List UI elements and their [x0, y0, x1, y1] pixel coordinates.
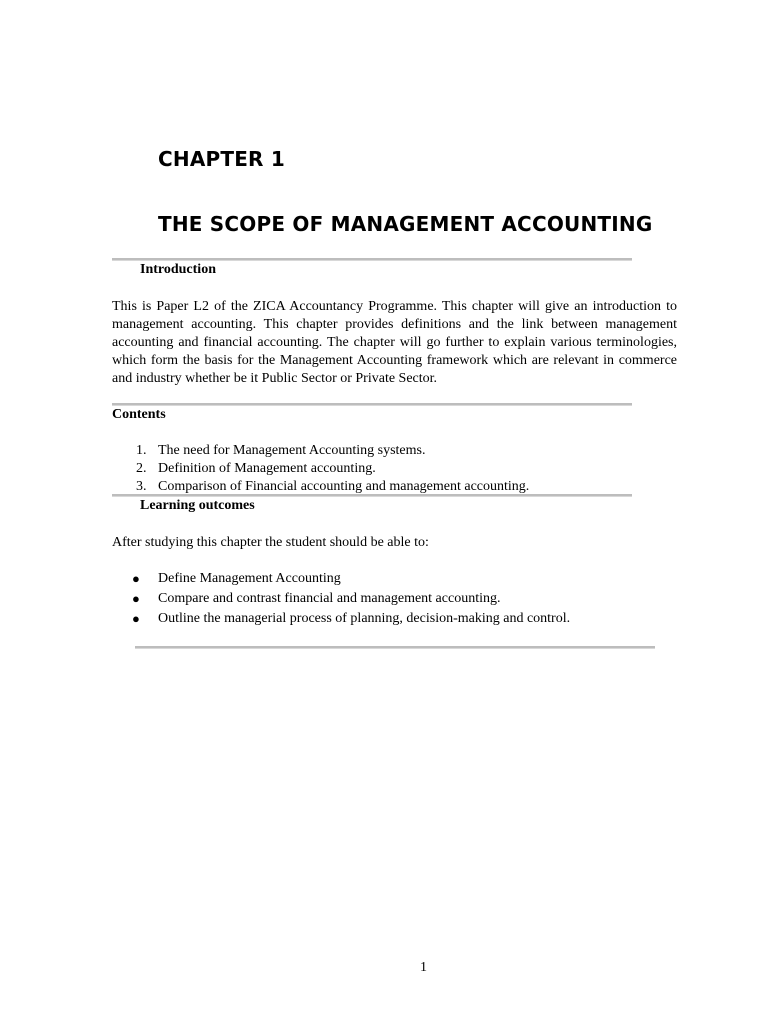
contents-item — [112, 460, 529, 478]
bullet-icon: ● — [132, 611, 140, 626]
learning-outcomes-intro: After studying this chapter the student should be able to: — [112, 535, 429, 550]
divider-contents — [112, 403, 632, 406]
contents-heading: Contents — [112, 407, 166, 422]
contents-item-text: The need for Management Accounting systems. — [158, 443, 426, 458]
page-number: 1 — [420, 960, 427, 975]
contents-item-number: 3. — [136, 479, 147, 494]
bullet-icon: ● — [132, 591, 140, 606]
contents-item-number: 2. — [136, 461, 147, 476]
contents-item-text: Comparison of Financial accounting and management accounting. — [158, 479, 530, 494]
learning-outcome-item — [112, 569, 570, 589]
bullet-icon: ● — [132, 571, 140, 586]
learning-outcome-text: Outline the managerial process of planning, decision-making and control. — [158, 611, 571, 626]
learning-outcomes-list — [112, 569, 570, 629]
divider-bottom — [135, 646, 655, 649]
contents-item-text: Definition of Management accounting. — [158, 461, 376, 476]
learning-outcomes-heading: Learning outcomes — [140, 498, 255, 513]
introduction-paragraph: This is Paper L2 of the ZICA Accountancy Programme. This chapter will give an introduction to management accounting. This chapter provides definitions and the link between management accounting and financial accounting. The chapter will go further to explain various terminologies, which form the basis for the Management Accounting framework which are relevant in commerce and industry whether be it Public Sector or Private Sector. — [112, 299, 677, 386]
learning-outcome-text: Define Management Accounting — [158, 571, 341, 586]
divider-top — [112, 258, 632, 261]
chapter-number-heading: CHAPTER 1 — [158, 147, 285, 171]
learning-outcome-text: Compare and contrast financial and management accounting. — [158, 591, 501, 606]
introduction-heading: Introduction — [140, 262, 216, 277]
divider-learning — [112, 494, 632, 497]
learning-outcome-item — [112, 589, 570, 609]
learning-outcome-item — [112, 609, 570, 629]
contents-item-number: 1. — [136, 443, 147, 458]
contents-list — [112, 442, 529, 496]
contents-item — [112, 442, 529, 460]
chapter-title-heading: THE SCOPE OF MANAGEMENT ACCOUNTING — [158, 212, 653, 236]
